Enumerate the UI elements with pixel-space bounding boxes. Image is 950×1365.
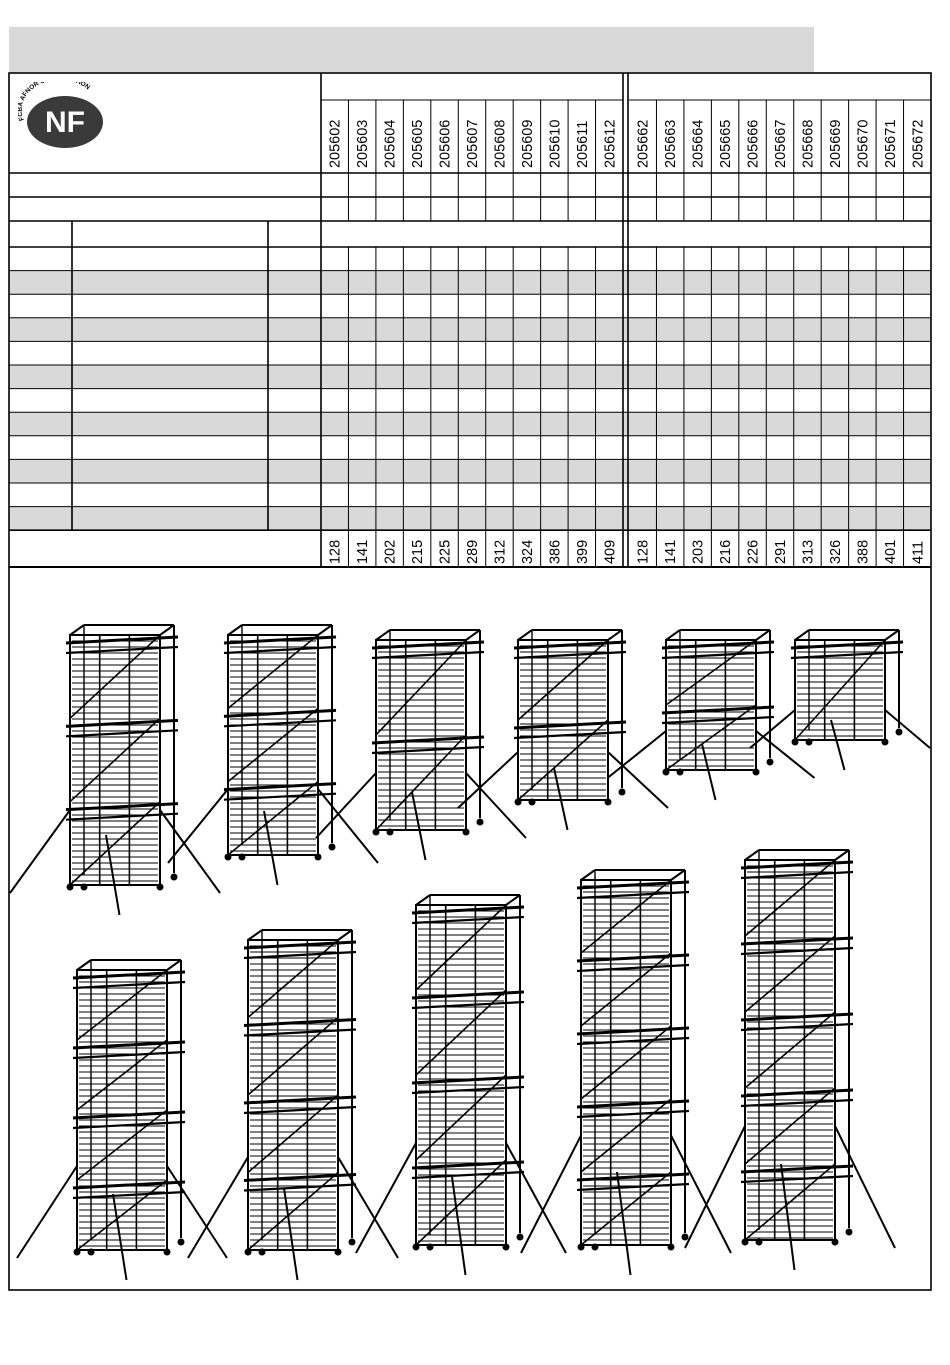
scaffold-tower-icon [458, 630, 668, 830]
height-value: 289 [465, 539, 481, 564]
article-code: 205668 [800, 119, 817, 168]
height-value: 203 [690, 539, 707, 564]
shaded-row [9, 507, 931, 531]
height-value: 411 [910, 540, 927, 564]
height-value: 388 [855, 539, 872, 564]
scaffold-tower-icon [168, 625, 378, 885]
article-code: 205611 [574, 120, 591, 168]
height-value: 401 [882, 539, 899, 564]
height-value: 141 [663, 539, 680, 564]
scaffold-tower-icon [685, 850, 895, 1270]
nf-certification-logo [18, 82, 108, 150]
article-code: 205667 [773, 119, 789, 168]
article-code: 205672 [910, 119, 927, 168]
height-value: 409 [602, 539, 619, 564]
height-value: 386 [547, 539, 564, 564]
height-value: 291 [773, 539, 789, 564]
shaded-row [9, 412, 931, 436]
height-value: 216 [718, 539, 735, 564]
article-code: 205610 [547, 119, 564, 168]
article-code: 205664 [690, 119, 707, 168]
article-code: 205671 [882, 119, 899, 168]
height-value: 226 [745, 539, 762, 564]
height-value: 202 [382, 539, 399, 564]
article-code: 205603 [355, 119, 372, 168]
article-code: 205608 [492, 119, 509, 168]
height-value: 326 [827, 539, 844, 564]
height-value: 312 [492, 539, 509, 564]
article-code: 205665 [718, 119, 735, 168]
scaffold-tower-icon [10, 625, 220, 915]
shaded-row [9, 271, 931, 295]
article-code: 205663 [663, 119, 680, 168]
article-code: 205604 [382, 119, 399, 168]
scaffold-tower-icon [608, 630, 815, 800]
scaffold-tower-icon [188, 930, 398, 1280]
article-code: 205670 [855, 119, 872, 168]
article-code: 205609 [519, 119, 536, 168]
height-value: 225 [437, 539, 454, 564]
scaffold-illustrations [10, 625, 930, 1280]
logo-text: NF [45, 106, 85, 139]
scaffold-tower-icon [521, 870, 731, 1275]
article-code: 205662 [635, 119, 652, 168]
height-value: 324 [519, 539, 536, 564]
article-code: 205669 [827, 119, 844, 168]
shaded-row [9, 459, 931, 483]
height-value: 399 [574, 539, 591, 564]
scaffold-tower-icon [17, 960, 227, 1280]
article-code: 205612 [602, 119, 619, 168]
height-value: 313 [800, 539, 817, 564]
height-value: 215 [410, 539, 427, 564]
logo-arc-text: F AFNOR ION [18, 82, 92, 122]
article-code: 205606 [437, 119, 454, 168]
article-code: 205605 [410, 119, 427, 168]
article-code: 205666 [745, 119, 762, 168]
height-value: 141 [355, 539, 372, 564]
article-code: 205602 [327, 119, 344, 168]
height-value: 128 [327, 539, 344, 564]
shaded-row [9, 365, 931, 389]
article-code: 205607 [465, 119, 481, 168]
shaded-row [9, 318, 931, 342]
scaffold-tower-icon [356, 895, 566, 1275]
height-value: 128 [635, 539, 652, 564]
